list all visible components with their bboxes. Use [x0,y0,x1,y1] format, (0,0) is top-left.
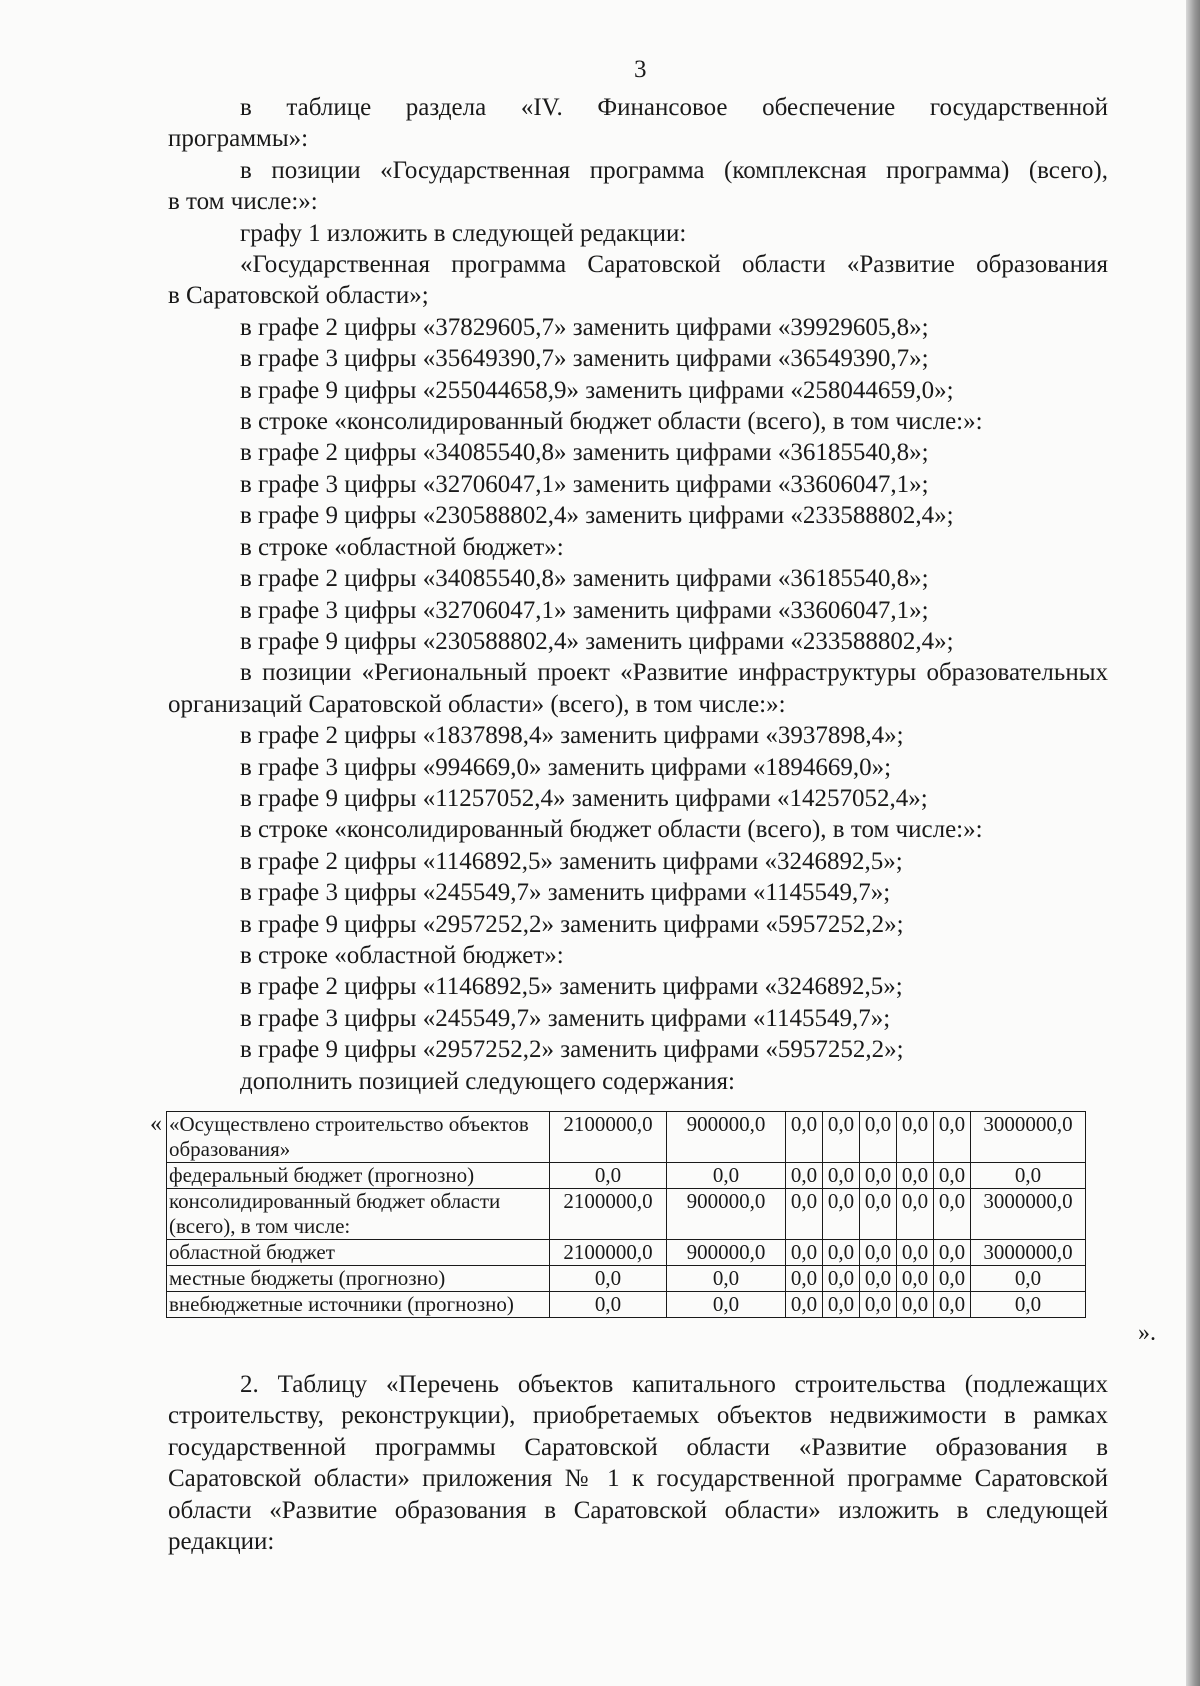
col5-cell: 0,0 [823,1163,860,1189]
text-line: в графе 9 цифры «2957252,2» заменить цифрами «5957252,2»; [240,1036,904,1064]
document-body [150,92,1156,1557]
amendment-lines [168,92,1108,1097]
table-row [167,1112,1086,1163]
col4-cell: 0,0 [786,1163,823,1189]
col8-cell: 0,0 [934,1240,971,1266]
text-line: в графе 3 цифры «245549,7» заменить цифрами «1145549,7»; [240,879,891,907]
text-line: в графе 2 цифры «1146892,5» заменить цифрами «3246892,5»; [240,847,903,875]
row-name-cell: федеральный бюджет (прогнозно) [167,1163,550,1189]
col7-cell: 0,0 [897,1292,934,1318]
paragraph-2: 2. Таблицу «Перечень объектов капитального строительства (подлежащих строительству, реконструкции), приобретаемых объектов недвижимости в рамках государственной программы Саратовской области «Развитие образования в Саратовской области» приложения № 1 к государственной программе Саратовской области «Развитие образования в Саратовской области» изложить в следующей редакции: [168,1371,1108,1556]
text-line: в позиции «Государственная программа (комплексная программа) (всего), [240,156,1108,184]
col6-cell: 0,0 [860,1292,897,1318]
row-name-cell: консолидированный бюджет области (всего), в том числе: [167,1189,550,1240]
text-line: в графе 9 цифры «230588802,4» заменить цифрами «233588802,4»; [240,627,954,655]
col6-cell: 0,0 [860,1112,897,1163]
text-line: в графе 3 цифры «994669,0» заменить цифрами «1894669,0»; [240,753,892,781]
table-row [167,1292,1086,1318]
page-number: 3 [634,56,647,83]
scan-edge-shadow [1186,0,1200,1686]
col3-cell: 900000,0 [667,1189,786,1240]
text-line: в графе 2 цифры «1837898,4» заменить цифрами «3937898,4»; [240,722,904,750]
text-line: дополнить позицией следующего содержания: [240,1067,735,1095]
col5-cell: 0,0 [823,1292,860,1318]
text-line: в графе 2 цифры «37829605,7» заменить цифрами «39929605,8»; [240,313,929,341]
col8-cell: 0,0 [934,1292,971,1318]
table-row [167,1266,1086,1292]
text-line: в строке «консолидированный бюджет области (всего), в том числе:»: [240,816,983,844]
text-line: в графе 2 цифры «1146892,5» заменить цифрами «3246892,5»; [240,973,903,1001]
text-line: в графе 2 цифры «34085540,8» заменить цифрами «36185540,8»; [240,565,929,593]
text-line: в Саратовской области»; [168,282,429,310]
text-line: в графе 9 цифры «230588802,4» заменить цифрами «233588802,4»; [240,502,954,530]
table-open-quote: « [150,1111,162,1137]
col2-cell: 0,0 [550,1163,667,1189]
col9-cell: 3000000,0 [971,1189,1086,1240]
col3-cell: 900000,0 [667,1240,786,1266]
text-line: в графе 3 цифры «32706047,1» заменить цифрами «33606047,1»; [240,470,929,498]
col8-cell: 0,0 [934,1266,971,1292]
col3-cell: 0,0 [667,1292,786,1318]
row-name-cell: «Осуществлено строительство объектов образования» [167,1112,550,1163]
col9-cell: 0,0 [971,1292,1086,1318]
col8-cell: 0,0 [934,1112,971,1163]
table-row [167,1163,1086,1189]
col2-cell: 2100000,0 [550,1112,667,1163]
col2-cell: 0,0 [550,1292,667,1318]
col8-cell: 0,0 [934,1163,971,1189]
row-name-cell: местные бюджеты (прогнозно) [167,1266,550,1292]
text-line: в таблице раздела «IV. Финансовое обеспечение государственной [240,94,1108,121]
text-line: в графе 3 цифры «245549,7» заменить цифрами «1145549,7»; [240,1004,891,1032]
financing-table-block [150,1111,1156,1351]
col4-cell: 0,0 [786,1189,823,1240]
col6-cell: 0,0 [860,1189,897,1240]
col7-cell: 0,0 [897,1112,934,1163]
col7-cell: 0,0 [897,1266,934,1292]
col7-cell: 0,0 [897,1240,934,1266]
text-line: «Государственная программа Саратовской области «Развитие образования [240,251,1108,279]
text-line: в строке «областной бюджет»: [240,941,564,969]
col3-cell: 900000,0 [667,1112,786,1163]
text-line: программы»: [168,125,309,153]
text-line: в графе 9 цифры «255044658,9» заменить цифрами «258044659,0»; [240,376,954,404]
col7-cell: 0,0 [897,1163,934,1189]
text-line: в графе 2 цифры «34085540,8» заменить цифрами «36185540,8»; [240,439,929,467]
text-line: в позиции «Региональный проект «Развитие инфраструктуры образовательных [240,659,1108,687]
col6-cell: 0,0 [860,1266,897,1292]
col5-cell: 0,0 [823,1240,860,1266]
table-row [167,1189,1086,1240]
col9-cell: 3000000,0 [971,1240,1086,1266]
col9-cell: 0,0 [971,1163,1086,1189]
table-row [167,1240,1086,1266]
col2-cell: 2100000,0 [550,1240,667,1266]
text-line: в графе 3 цифры «32706047,1» заменить цифрами «33606047,1»; [240,596,929,624]
col5-cell: 0,0 [823,1266,860,1292]
col3-cell: 0,0 [667,1163,786,1189]
col6-cell: 0,0 [860,1240,897,1266]
col5-cell: 0,0 [823,1112,860,1163]
col4-cell: 0,0 [786,1112,823,1163]
col3-cell: 0,0 [667,1266,786,1292]
col4-cell: 0,0 [786,1292,823,1318]
table-close-quote: ». [1138,1319,1156,1346]
col7-cell: 0,0 [897,1189,934,1240]
text-line: в графе 9 цифры «2957252,2» заменить цифрами «5957252,2»; [240,910,904,938]
financing-table [166,1111,1086,1318]
col4-cell: 0,0 [786,1240,823,1266]
text-line: в строке «областной бюджет»: [240,533,564,561]
text-line: в графе 9 цифры «11257052,4» заменить цифрами «14257052,4»; [240,784,928,812]
text-line: в том числе:»: [168,188,318,216]
col8-cell: 0,0 [934,1189,971,1240]
col9-cell: 0,0 [971,1266,1086,1292]
text-line: организаций Саратовской области» (всего), в том числе:»: [168,690,786,718]
text-line: в графе 3 цифры «35649390,7» заменить цифрами «36549390,7»; [240,345,929,373]
col9-cell: 3000000,0 [971,1112,1086,1163]
col2-cell: 2100000,0 [550,1189,667,1240]
text-line: в строке «консолидированный бюджет области (всего), в том числе:»: [240,408,983,436]
row-name-cell: областной бюджет [167,1240,550,1266]
col4-cell: 0,0 [786,1266,823,1292]
col6-cell: 0,0 [860,1163,897,1189]
col2-cell: 0,0 [550,1266,667,1292]
col5-cell: 0,0 [823,1189,860,1240]
row-name-cell: внебюджетные источники (прогнозно) [167,1292,550,1318]
text-line: графу 1 изложить в следующей редакции: [240,219,687,247]
